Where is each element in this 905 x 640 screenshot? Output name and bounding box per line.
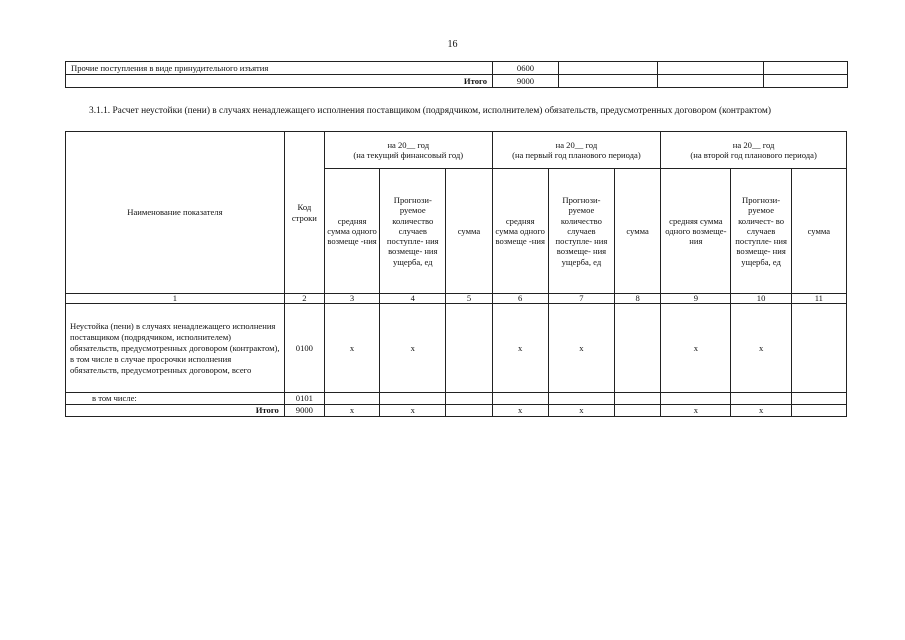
table-cell: x bbox=[661, 405, 731, 417]
table-row bbox=[66, 304, 847, 393]
period-desc: (на первый год планового периода) bbox=[512, 150, 641, 160]
row-label: Прочие поступления в виде принудительного изъятия bbox=[66, 62, 493, 75]
table-cell: x bbox=[380, 304, 446, 393]
column-number: 4 bbox=[380, 294, 446, 304]
page-number: 16 bbox=[447, 39, 458, 50]
period-desc: (на текущий финансовый год) bbox=[353, 150, 464, 160]
table-cell: x bbox=[731, 304, 791, 393]
table-cell: x bbox=[548, 405, 614, 417]
table-cell bbox=[658, 62, 764, 75]
period-year: на 20__ год bbox=[732, 139, 775, 150]
column-number: 5 bbox=[446, 294, 492, 304]
table-cell bbox=[559, 62, 658, 75]
total-label: Итого bbox=[66, 405, 285, 417]
table-row bbox=[66, 75, 848, 88]
table-cell bbox=[791, 405, 846, 417]
table-cell bbox=[791, 393, 846, 405]
table-cell bbox=[731, 393, 791, 405]
column-number: 10 bbox=[731, 294, 791, 304]
column-number: 1 bbox=[66, 294, 285, 304]
column-number: 2 bbox=[284, 294, 324, 304]
row-code: 9000 bbox=[284, 405, 324, 417]
penalty-calculation-table bbox=[65, 131, 847, 417]
header-forecast-count: Прогнози- руемое количество случаев поступле- ния возмеще- ния ущерба, ед bbox=[380, 169, 446, 294]
header-avg-amount: средняя сумма одного возмеще -ния bbox=[492, 169, 548, 294]
column-number: 7 bbox=[548, 294, 614, 304]
table-cell: x bbox=[548, 304, 614, 393]
table-cell bbox=[446, 405, 492, 417]
table-cell: x bbox=[492, 405, 548, 417]
table-cell bbox=[446, 393, 492, 405]
table-cell bbox=[446, 304, 492, 393]
column-number: 6 bbox=[492, 294, 548, 304]
table-cell: x bbox=[380, 405, 446, 417]
table-cell bbox=[559, 75, 658, 88]
column-number: 11 bbox=[791, 294, 846, 304]
table-cell: x bbox=[492, 304, 548, 393]
period-desc: (на второй год планового периода) bbox=[690, 150, 817, 160]
table-cell bbox=[661, 393, 731, 405]
row-code: 0101 bbox=[284, 393, 324, 405]
table-cell: x bbox=[324, 405, 379, 417]
column-number: 3 bbox=[324, 294, 379, 304]
header-indicator-name: Наименование показателя bbox=[66, 132, 285, 294]
table-cell bbox=[615, 304, 661, 393]
header-period-second-plan bbox=[661, 132, 847, 169]
table-cell bbox=[380, 393, 446, 405]
table-cell bbox=[548, 393, 614, 405]
row-name: в том числе: bbox=[66, 393, 285, 405]
table-row bbox=[66, 393, 847, 405]
header-period-current bbox=[324, 132, 492, 169]
total-label: Итого bbox=[66, 75, 493, 88]
table-row bbox=[66, 405, 847, 417]
table-cell: x bbox=[731, 405, 791, 417]
header-sum: сумма bbox=[446, 169, 492, 294]
header-forecast-count: Прогнози- руемое количество случаев поступле- ния возмеще- ния ущерба, ед bbox=[548, 169, 614, 294]
column-numbers-row bbox=[66, 294, 847, 304]
row-name: Неустойка (пени) в случаях ненадлежащего исполнения поставщиком (подрядчиком, исполнителем) обязательств, предусмотренных договором (контрактом), в том числе в случае просрочки исполнения обязательств, предусмотренных договором, всего bbox=[66, 304, 285, 393]
table-cell bbox=[658, 75, 764, 88]
table-cell bbox=[615, 405, 661, 417]
header-sum: сумма bbox=[791, 169, 846, 294]
table-cell bbox=[324, 393, 379, 405]
row-code: 0100 bbox=[284, 304, 324, 393]
header-row-code: Код строки bbox=[284, 132, 324, 294]
table-cell: x bbox=[661, 304, 731, 393]
column-number: 8 bbox=[615, 294, 661, 304]
row-code: 9000 bbox=[493, 75, 559, 88]
header-forecast-count: Прогнози- руемое количест- во случаев поступле- ния возмеще- ния ущерба, ед bbox=[731, 169, 791, 294]
header-sum: сумма bbox=[615, 169, 661, 294]
period-year: на 20__ год bbox=[387, 139, 430, 150]
table-cell bbox=[492, 393, 548, 405]
header-period-first-plan bbox=[492, 132, 661, 169]
table-cell bbox=[615, 393, 661, 405]
table-cell bbox=[764, 75, 848, 88]
table-row bbox=[66, 62, 848, 75]
header-avg-amount: средняя сумма одного возмеще -ния bbox=[324, 169, 379, 294]
column-number: 9 bbox=[661, 294, 731, 304]
table-cell bbox=[764, 62, 848, 75]
header-avg-amount: средняя сумма одного возмеще- ния bbox=[661, 169, 731, 294]
row-code: 0600 bbox=[493, 62, 559, 75]
period-year: на 20__ год bbox=[555, 139, 598, 150]
table-cell: x bbox=[324, 304, 379, 393]
section-heading: 3.1.1. Расчет неустойки (пени) в случаях ненадлежащего исполнения поставщиком (подрядчиком, исполнителем) обязательств, предусмотренных договором (контрактом) bbox=[89, 106, 771, 116]
other-receipts-table bbox=[65, 61, 848, 88]
table-cell bbox=[791, 304, 846, 393]
